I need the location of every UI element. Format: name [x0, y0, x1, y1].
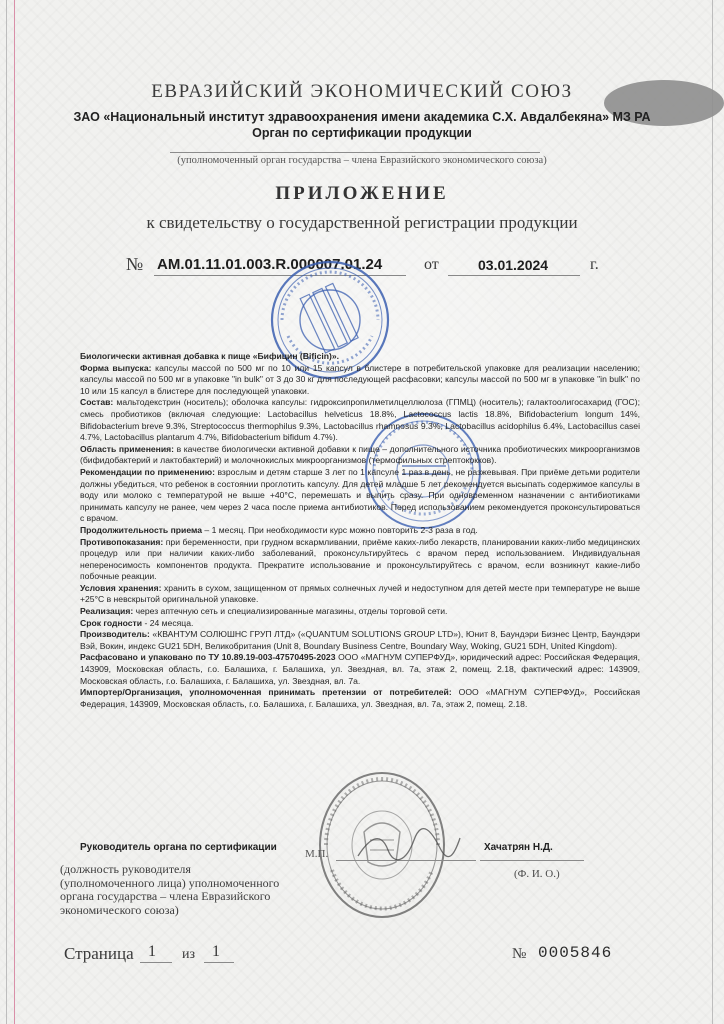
binding-mark-line — [14, 0, 15, 1024]
manufacturer-text: «КВАНТУМ СОЛЮШНС ГРУП ЛТД» («QUANTUM SOLUTIONS GROUP LTD»), Юнит 8, Баундэри Бизнес Центр, Баундэри Вэй, Вокин, индекс GU21 5DH, Великобритания (Unit 8, Boundary Business Centre, Boundary Way, Woking, GU21 5DH, United Kingdom). — [80, 629, 640, 651]
number-label: № — [126, 254, 144, 274]
role-line-3: органа государства – члена Евразийского — [60, 889, 271, 903]
contraindications-text: при беременности, при грудном вскармливании, приёме каких-либо лекарств, планировании каких-либо медицинских процедур или при наличии каких-либо заболеваний, проконсультируйтесь с врачом перед использованием. Индивидуальная непереносимость компонентов продукта. Прекратите использование и проконсультируйтесь с врачом, если возникнут какие-либо побочные реакции. — [80, 536, 640, 582]
page-number: 1 — [148, 943, 156, 960]
duration-label: Продолжительность приема — [80, 524, 203, 535]
composition-para — [80, 397, 640, 443]
serial-number: 0005846 — [538, 944, 613, 962]
application-para — [80, 444, 640, 467]
shelf-life-para — [80, 618, 640, 630]
manufacturer-label: Производитель: — [80, 629, 150, 640]
form-label: Форма выпуска: — [80, 362, 152, 373]
head-of-certification: Руководитель органа по сертификации — [80, 842, 277, 853]
date-underline — [448, 275, 580, 276]
institution-line: ЗАО «Национальный институт здравоохранения имени академика С.Х. Авдалбекяна» МЗ РА — [73, 110, 651, 124]
sales-para — [80, 606, 640, 618]
application-text: в качестве биологически активной добавки к пище – дополнительного источника пробиотических микроорганизмов (бифидобактерий и лактобактерий) и молочнокислых микроорганизмов (термофильных стрептококков). — [80, 443, 640, 466]
duration-para — [80, 525, 640, 537]
packed-label: Расфасовано и упаковано по ТУ 10.89.19-003-47570495-2023 — [80, 652, 336, 663]
union-title: ЕВРАЗИЙСКИЙ ЭКОНОМИЧЕСКИЙ СОЮЗ — [151, 81, 573, 102]
page-label: Страница — [64, 944, 134, 963]
composition-label: Состав: — [80, 397, 114, 408]
manufacturer-para — [80, 629, 640, 652]
registration-date: 03.01.2024 — [478, 257, 549, 273]
institution-name — [40, 109, 684, 141]
signer-name: Хачатрян Н.Д. — [484, 842, 553, 853]
role-line-2: (уполномоченного лица) уполномоченного — [60, 875, 280, 890]
importer-text: ООО «МАГНУМ СУПЕРФУД», Российская Федерация, 143909, Московская область, г.о. Балашиха, г. Балашиха, ул. Звездная, вл. 7а, этаж 2, помещ. 2.18. — [80, 687, 641, 709]
contraindications-para — [80, 537, 640, 583]
appendix-subtitle: к свидетельству о государственной регистрации продукции — [146, 213, 578, 232]
recommendations-text: взрослым и детям старше 3 лет по 1 капсуле 1 раз в день, не разжевывая. При приёме детьми родители должны убедиться, что ребенок в состоянии проглотить капсулу. Для детей младше 5 лет рекомендуется высыпать содержимое капсулы в воду или молоко с температурой не выше +40°С, перемешать и выпить сразу. При одновременном назначении с антибиотиками принимать капсулу не ранее, чем через 2 часа после приема антибиотиков. Перед использованием рекомендуется проконсультироваться с врачом. — [80, 466, 640, 524]
authority-underline — [170, 152, 540, 153]
packed-text: ООО «МАГНУМ СУПЕРФУД», юридический адрес: Российская Федерация, 143909, Московская область, г.о. Балашиха, г. Балашиха, ул. Звездная, вл. 7а, этаж 2, помещ. 2.18, фактический адрес: 143909, Московская область, г.о. Балашиха, г. Балашиха, ул. Звездная, вл. 7а. — [80, 652, 640, 686]
registration-number: AM.01.11.01.003.R.000007.01.24 — [157, 256, 383, 273]
page-number-underline — [140, 962, 172, 963]
year-suffix: г. — [590, 256, 599, 273]
importer-para — [80, 687, 640, 710]
product-description — [80, 351, 640, 710]
handwritten-signature — [354, 826, 464, 866]
recommendations-label: Рекомендации по применению: — [80, 466, 215, 477]
form-text: капсулы массой по 500 мг по 10 или 15 капсул в блистере в потребительской упаковке для реализации населению; капсулы массой по 500 мг в упаковке "in bulk" от 3 до 30 кг для последующей расфасовки; капсулы массой по 500 мг в упаковке "in bulk" по 10 или 15 капсул в блистере для последующей упаковки. — [80, 362, 640, 396]
role-line-1: (должность руководителя — [60, 862, 191, 876]
storage-label: Условия хранения: — [80, 582, 162, 593]
page-total-underline — [204, 962, 234, 963]
fio-caption: (Ф. И. О.) — [514, 868, 560, 880]
certification-body: Орган по сертификации продукции — [252, 126, 472, 140]
date-label: от — [424, 256, 439, 273]
role-line-4: экономического союза) — [60, 902, 179, 917]
recommendations-para — [80, 467, 640, 525]
sales-text: через аптечную сеть и специализированные магазины, отделы торговой сети. — [133, 606, 448, 617]
application-label: Область применения: — [80, 443, 175, 454]
shelf-life-text: - 24 месяца. — [142, 617, 194, 628]
duration-text: – 1 месяц. При необходимости курс можно повторить 2-3 раза в год. — [202, 524, 478, 535]
packed-para — [80, 652, 640, 687]
role-caption — [60, 863, 350, 917]
seal-place-label: М.П. — [305, 848, 329, 860]
page-total: 1 — [212, 943, 220, 960]
left-margin-line — [6, 0, 7, 1024]
composition-text: мальтодекстрин (носитель); оболочка капсулы: гидроксипропилметилцеллюлоза (ГПМЦ) (носитель); галактоолигосахарид (ГОС); смесь пробиотиков (включая следующие: Lactobacillus helveticus 18.8%, Lactococcus lactis 18.8%, Bifidobacterium longum 14%, Bifidobacterium breve 9.3%, Streptococcus thermophilus 9.3%, Lactobacillus rhamnosus 9.3%, Lactobacillus acidophilus 6.4%, Lactobacillus casei 4.7%, Lactobacillus plantarum 4.7%, Bifidobacterium bifidum 4.7%). — [80, 397, 640, 443]
sales-label: Реализация: — [80, 606, 134, 617]
storage-para — [80, 583, 640, 606]
right-margin-line — [712, 0, 713, 1024]
serial-label: № — [512, 946, 527, 962]
appendix-title: ПРИЛОЖЕНИЕ — [275, 183, 449, 204]
signer-underline — [480, 860, 584, 861]
authority-caption: (уполномоченный орган государства – члена Евразийского экономического союза) — [177, 155, 547, 166]
storage-text: хранить в сухом, защищенном от прямых солнечных лучей и недоступном для детей месте при температуре не выше +25°С в невскрытой оригинальной упаковке. — [80, 582, 641, 605]
contraindications-label: Противопоказания: — [80, 536, 164, 547]
product-name-para — [80, 351, 640, 363]
page-of-label: из — [182, 947, 196, 962]
form-para — [80, 363, 640, 398]
product-name: Биологически активная добавка к пище «Бифицин (Bificin)». — [80, 351, 340, 361]
shelf-life-label: Срок годности — [80, 617, 143, 628]
importer-label: Импортер/Организация, уполномоченная принимать претензии от потребителей: — [80, 687, 452, 698]
